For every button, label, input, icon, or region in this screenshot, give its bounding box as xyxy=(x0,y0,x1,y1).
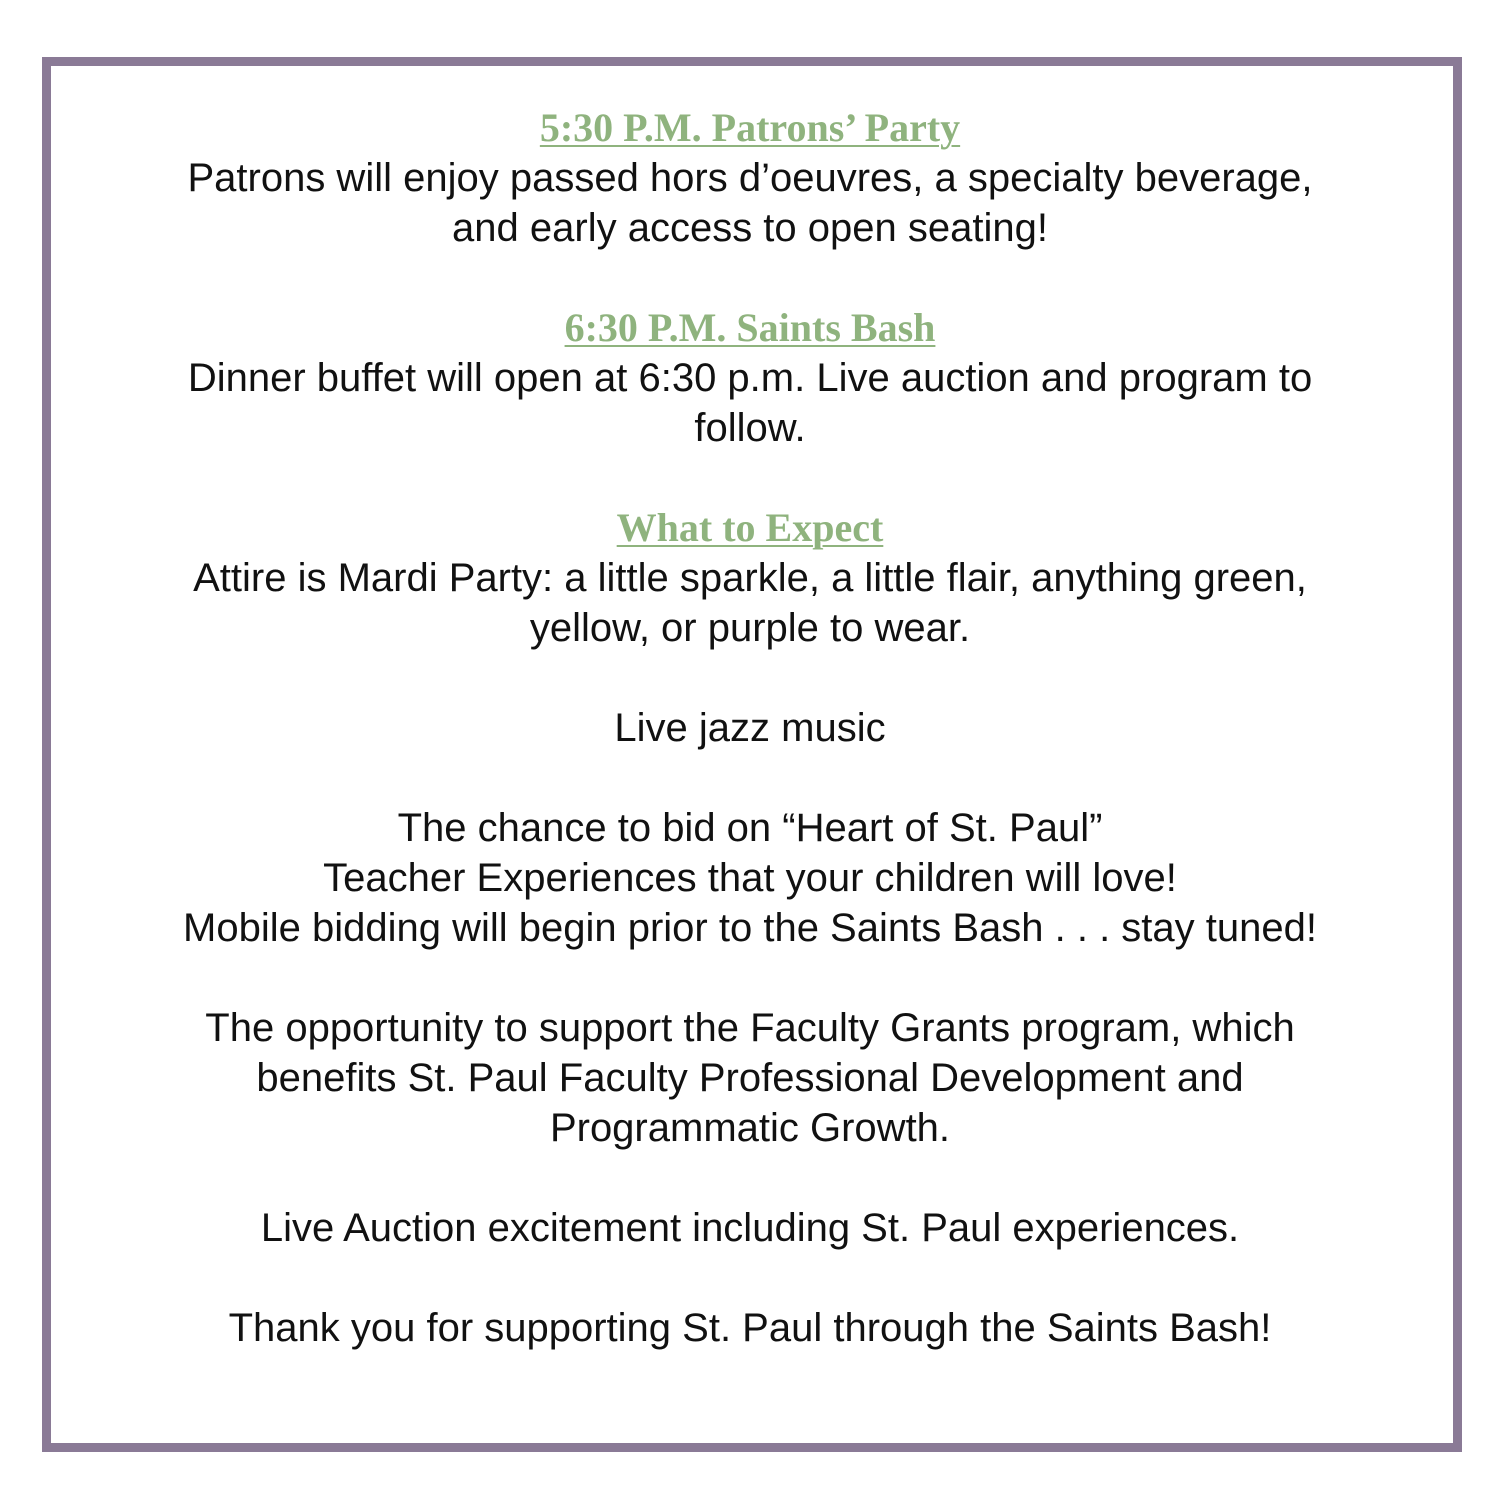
event-details xyxy=(60,103,1440,1353)
patrons-party-heading: 5:30 P.M. Patrons’ Party xyxy=(539,105,961,150)
saints-bash-text-line-1: Dinner buffet will open at 6:30 p.m. Live auction and program to xyxy=(187,356,1313,400)
spacer xyxy=(60,653,1440,703)
spacer xyxy=(60,253,1440,303)
saints-bash-heading: 6:30 P.M. Saints Bash xyxy=(564,305,936,350)
grants-text-line-2: benefits St. Paul Faculty Professional Development and xyxy=(256,1056,1244,1100)
spacer xyxy=(60,1153,1440,1203)
bidding-text-line-3: Mobile bidding will begin prior to the Saints Bash . . . stay tuned! xyxy=(183,906,1317,950)
saints-bash-text-line-2: follow. xyxy=(694,406,806,450)
bidding-text-line-2: Teacher Experiences that your children will love! xyxy=(323,856,1177,900)
what-to-expect-heading: What to Expect xyxy=(616,505,884,550)
grants-text-line-3: Programmatic Growth. xyxy=(549,1106,951,1150)
spacer xyxy=(60,453,1440,503)
spacer xyxy=(60,1253,1440,1303)
attire-text-line-2: yellow, or purple to wear. xyxy=(529,606,971,650)
jazz-text: Live jazz music xyxy=(614,706,886,750)
spacer xyxy=(60,953,1440,1003)
bidding-text-line-1: The chance to bid on “Heart of St. Paul” xyxy=(397,806,1103,850)
attire-text-line-1: Attire is Mardi Party: a little sparkle, a little flair, anything green, xyxy=(193,556,1307,600)
spacer xyxy=(60,753,1440,803)
patrons-party-text-line-2: and early access to open seating! xyxy=(452,206,1048,250)
auction-text: Live Auction excitement including St. Paul experiences. xyxy=(260,1206,1240,1250)
thank-you-text: Thank you for supporting St. Paul through the Saints Bash! xyxy=(228,1306,1272,1350)
patrons-party-text-line-1: Patrons will enjoy passed hors d’oeuvres, a specialty beverage, xyxy=(187,156,1313,200)
grants-text-line-1: The opportunity to support the Faculty Grants program, which xyxy=(205,1006,1295,1050)
